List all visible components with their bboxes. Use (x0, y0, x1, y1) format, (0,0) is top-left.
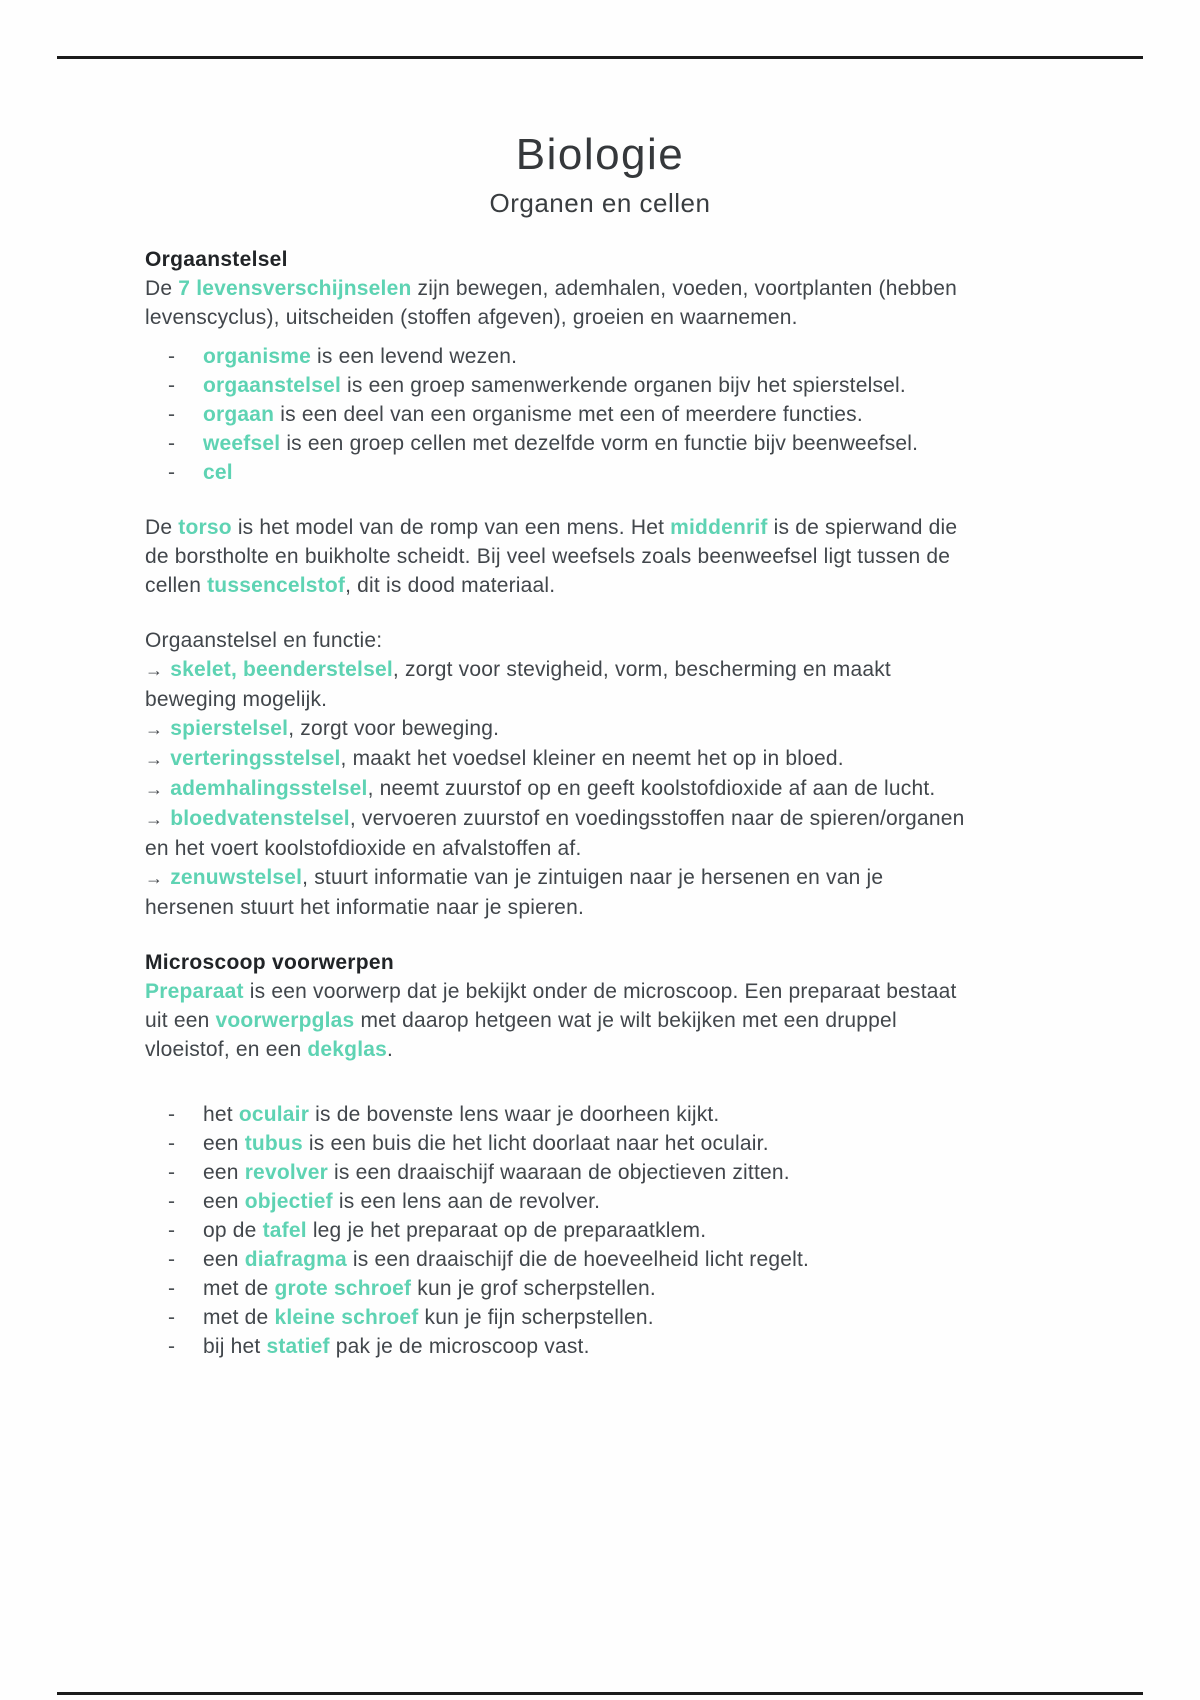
spacer (145, 497, 975, 513)
spacer (145, 922, 975, 948)
paragraph (145, 274, 975, 332)
text-segment: is een groep cellen met dezelfde vorm en functie bijv beenweefsel. (280, 432, 919, 455)
keyword: 7 levensverschijnselen (178, 277, 412, 300)
list-item (145, 400, 975, 429)
text-segment: Orgaanstelsel (145, 248, 288, 271)
dash-bullet-marker: - (168, 1335, 176, 1358)
text-segment: kun je fijn scherpstellen. (418, 1306, 654, 1329)
dash-bullet-marker: - (168, 432, 176, 455)
section-heading (145, 245, 975, 274)
list-item (145, 1100, 975, 1129)
keyword: tafel (262, 1219, 307, 1242)
text-segment: met daarop hetgeen wat je wilt bekijken met een druppel vloeistof, en een (145, 1009, 897, 1061)
spacer (145, 600, 975, 626)
text-segment: is de bovenste lens waar je doorheen kijkt. (309, 1103, 720, 1126)
spacer (145, 1064, 975, 1090)
arrow-marker: → (145, 749, 164, 769)
list-item (145, 1216, 975, 1245)
keyword: objectief (244, 1190, 333, 1213)
text-segment: is het model van de romp van een mens. Het (231, 516, 671, 539)
list-item (145, 1245, 975, 1274)
text-segment: met de (203, 1306, 275, 1329)
text-segment: Orgaanstelsel en functie: (145, 629, 383, 652)
text-segment: met de (203, 1277, 275, 1300)
text-segment: De (145, 516, 179, 539)
keyword: middenrif (670, 516, 768, 539)
keyword: dekglas (307, 1038, 387, 1061)
keyword: torso (178, 516, 232, 539)
text-segment: pak je de microscoop vast. (329, 1335, 590, 1358)
text-segment: is de spierwand die de borstholte en buikholte scheidt. Bij veel weefsels zoals beenweefsel ligt tussen de cellen (145, 516, 958, 597)
dash-bullet-marker: - (168, 1219, 176, 1242)
dash-bullet-marker: - (168, 1306, 176, 1329)
list-item (145, 342, 975, 371)
arrow-list-item (145, 744, 975, 774)
text-segment: een (203, 1248, 245, 1271)
keyword: diafragma (244, 1248, 347, 1271)
keyword: bloedvatenstelsel (170, 807, 350, 830)
page-subtitle: Organen en cellen (489, 188, 711, 218)
text-segment: , zorgt voor beweging. (288, 717, 500, 740)
keyword: voorwerpglas (215, 1009, 355, 1032)
text-segment: , dit is dood materiaal. (345, 574, 556, 597)
keyword: oculair (238, 1103, 310, 1126)
dash-bullet-marker: - (168, 1190, 176, 1213)
dash-bullet-marker: - (168, 1161, 176, 1184)
text-segment: , zorgt voor stevigheid, vorm, bescherming en maakt beweging mogelijk. (145, 658, 891, 711)
list-item (145, 429, 975, 458)
text-segment: is een lens aan de revolver. (332, 1190, 601, 1213)
text-segment: , maakt het voedsel kleiner en neemt het op in bloed. (340, 747, 844, 770)
text-segment: op de (203, 1219, 263, 1242)
list-item (145, 1332, 975, 1361)
list-item (145, 1129, 975, 1158)
paragraph (145, 626, 975, 655)
text-segment: is een groep samenwerkende organen bijv het spierstelsel. (341, 374, 906, 397)
text-segment: De (145, 277, 179, 300)
keyword: Preparaat (145, 980, 244, 1003)
text-segment: Microscoop voorwerpen (145, 951, 395, 974)
keyword: kleine schroef (274, 1306, 419, 1329)
keyword: ademhalingsstelsel (170, 777, 368, 800)
arrow-marker: → (145, 809, 164, 829)
text-segment: het (203, 1103, 239, 1126)
dash-bullet-marker: - (168, 1103, 176, 1126)
keyword: tubus (244, 1132, 303, 1155)
arrow-list-item (145, 655, 975, 714)
arrow-marker: → (145, 660, 164, 680)
list-item (145, 458, 975, 487)
arrow-list-item (145, 714, 975, 744)
text-segment: , stuurt informatie van je zintuigen naar je hersenen en van je hersenen stuurt het informatie naar je spieren. (145, 866, 884, 919)
keyword: weefsel (203, 432, 281, 455)
list-item (145, 1274, 975, 1303)
text-segment: . (386, 1038, 394, 1061)
keyword: cel (203, 461, 233, 484)
section-heading (145, 948, 975, 977)
keyword: orgaanstelsel (203, 374, 341, 397)
text-segment: een (203, 1132, 245, 1155)
document-content (145, 245, 975, 1371)
top-rule (57, 56, 1143, 59)
keyword: grote schroef (274, 1277, 412, 1300)
list-item (145, 1303, 975, 1332)
text-segment: leg je het preparaat op de preparaatklem. (306, 1219, 707, 1242)
dash-bullet-marker: - (168, 1132, 176, 1155)
list-item (145, 371, 975, 400)
text-segment: is een buis die het licht doorlaat naar het oculair. (302, 1132, 769, 1155)
dash-bullet-marker: - (168, 461, 176, 484)
arrow-list-item (145, 863, 975, 922)
list-item (145, 1187, 975, 1216)
keyword: verteringsstelsel (170, 747, 341, 770)
dash-bullet-marker: - (168, 374, 176, 397)
keyword: tussencelstof (207, 574, 346, 597)
text-segment: kun je grof scherpstellen. (411, 1277, 656, 1300)
text-segment: , vervoeren zuurstof en voedingsstoffen naar de spieren/organen en het voert koolstofdioxide en afvalstoffen af. (145, 807, 965, 860)
keyword: statief (266, 1335, 330, 1358)
paragraph (145, 513, 975, 600)
keyword: organisme (203, 345, 311, 368)
bottom-rule (57, 1692, 1143, 1695)
text-segment: zijn bewegen, ademhalen, voeden, voortplanten (hebben levenscyclus), uitscheiden (stoffen afgeven), groeien en waarnemen. (145, 277, 958, 329)
text-segment: is een deel van een organisme met een of meerdere functies. (274, 403, 863, 426)
list-item (145, 1158, 975, 1187)
arrow-marker: → (145, 868, 164, 888)
dash-bullet-marker: - (168, 1277, 176, 1300)
keyword: skelet, beenderstelsel (170, 658, 393, 681)
text-segment: een (203, 1190, 245, 1213)
text-segment: is een draaischijf waaraan de objectieven zitten. (328, 1161, 790, 1184)
arrow-list-item (145, 804, 975, 863)
paragraph (145, 977, 975, 1064)
dash-bullet-marker: - (168, 1248, 176, 1271)
keyword: orgaan (203, 403, 275, 426)
keyword: revolver (244, 1161, 329, 1184)
text-segment: een (203, 1161, 245, 1184)
keyword: zenuwstelsel (170, 866, 303, 889)
arrow-marker: → (145, 719, 164, 739)
arrow-list-item (145, 774, 975, 804)
keyword: spierstelsel (170, 717, 289, 740)
text-segment: , neemt zuurstof op en geeft koolstofdioxide af aan de lucht. (367, 777, 936, 800)
text-segment: is een levend wezen. (311, 345, 518, 368)
dash-bullet-marker: - (168, 403, 176, 426)
text-segment: is een draaischijf die de hoeveelheid licht regelt. (346, 1248, 810, 1271)
page-title: Biologie (515, 130, 685, 179)
dash-bullet-marker: - (168, 345, 176, 368)
text-segment: is een voorwerp dat je bekijkt onder de microscoop. Een preparaat bestaat uit een (145, 980, 957, 1032)
text-segment: bij het (203, 1335, 267, 1358)
arrow-marker: → (145, 779, 164, 799)
